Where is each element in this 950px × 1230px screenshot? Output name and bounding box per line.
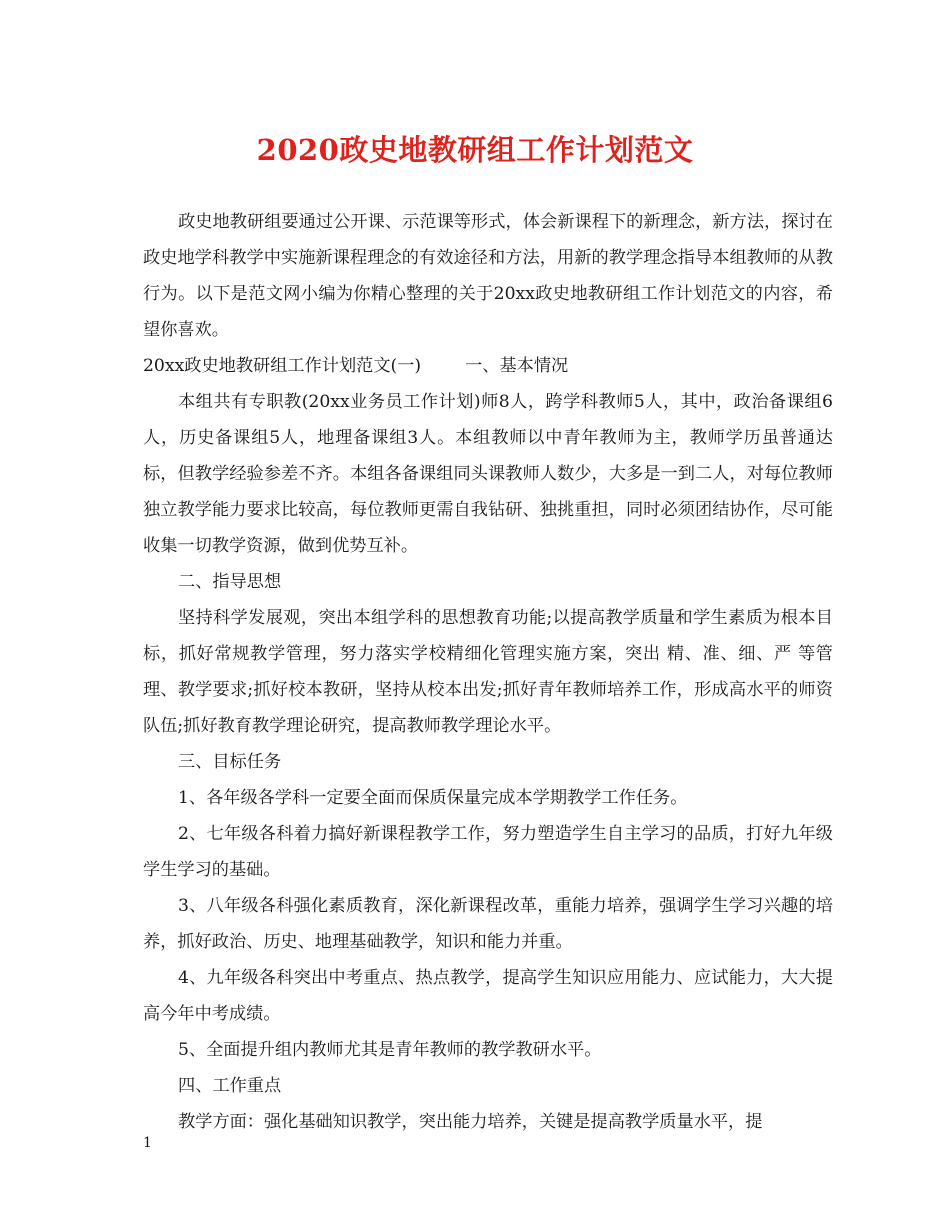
article-subtitle: 20xx政史地教研组工作计划范文(一) <box>143 356 422 376</box>
section4-paragraph: 教学方面：强化基础知识教学，突出能力培养，关键是提高教学质量水平，提 <box>178 1112 763 1132</box>
task-item: 2、七年级各科着力搞好新课程教学工作，努力塑造学生自主学习的品质，打好九年级学生学习的基础。 <box>143 824 833 880</box>
section1-paragraph: 本组共有专职教(20xx业务员工作计划)师8人，跨学科教师5人，其中，政治备课组6人，历史备课组5人，地理备课组3人。本组教师以中青年教师为主，教师学历虽普通达标，但教学经验参差不齐。本组各备课组同头课教师人数少，大多是一到二人，对每位教师独立教学能力要求比较高，每位教师更需自我钻研、独挑重担，同时必须团结协作，尽可能收集一切教学资源，做到优势互补。 <box>143 392 833 556</box>
document-body <box>143 204 833 1140</box>
task-item: 5、全面提升组内教师尤其是青年教师的教学教研水平。 <box>178 1040 602 1060</box>
task-item: 4、九年级各科突出中考重点、热点教学，提高学生知识应用能力、应试能力，大大提高今年中考成绩。 <box>143 968 833 1024</box>
page-number: 1 <box>143 1135 152 1151</box>
section2-paragraph: 坚持科学发展观，突出本组学科的思想教育功能;以提高教学质量和学生素质为根本目标，抓好常规教学管理，努力落实学校精细化管理实施方案，突出 精、准、细、严 等管理、教学要求;抓好校本教研，坚持从校本出发;抓好青年教师培养工作，形成高水平的师资队伍;抓好教育教学理论研究，提高教师教学理论水平。 <box>143 608 833 736</box>
section1-heading: 一、基本情况 <box>465 356 569 376</box>
intro-paragraph: 政史地教研组要通过公开课、示范课等形式，体会新课程下的新理念，新方法，探讨在政史地学科教学中实施新课程理念的有效途径和方法，用新的教学理念指导本组教师的从教行为。以下是范文网小编为你精心整理的关于20xx政史地教研组工作计划范文的内容，希望你喜欢。 <box>143 212 833 340</box>
subtitle-line <box>143 348 833 384</box>
task-item: 1、各年级各学科一定要全面而保质保量完成本学期教学工作任务。 <box>178 788 688 808</box>
document-title: 2020政史地教研组工作计划范文 <box>256 133 694 167</box>
section3-heading: 三、目标任务 <box>178 752 282 772</box>
section4-heading: 四、工作重点 <box>178 1076 282 1096</box>
section2-heading: 二、指导思想 <box>178 572 282 592</box>
task-item: 3、八年级各科强化素质教育，深化新课程改革，重能力培养，强调学生学习兴趣的培养，抓好政治、历史、地理基础教学，知识和能力并重。 <box>143 896 833 952</box>
